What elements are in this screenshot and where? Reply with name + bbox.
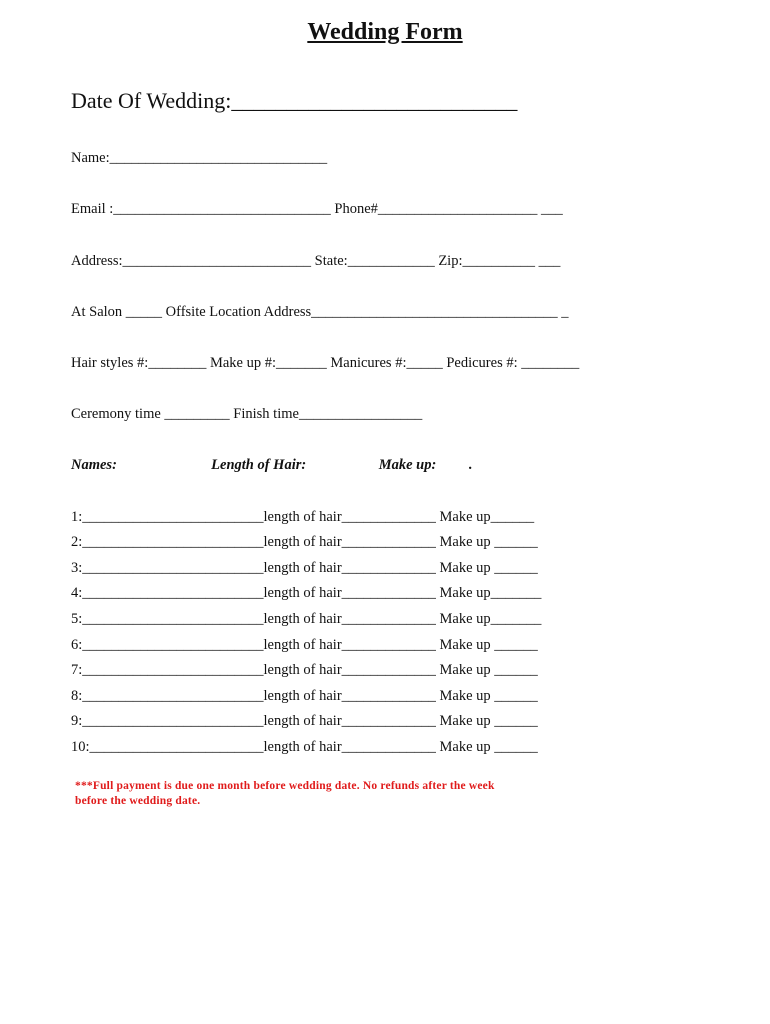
table-row[interactable]: 5:_________________________length of hair_____________ Make up_______ [71, 611, 542, 627]
table-row[interactable]: 3:_________________________length of hair_____________ Make up ______ [71, 560, 538, 576]
name-field[interactable]: Name:______________________________ [71, 150, 328, 166]
table-row[interactable]: 6:_________________________length of hair_____________ Make up ______ [71, 637, 538, 653]
location-field[interactable]: At Salon _____ Offsite Location Address__________________________________ _ [71, 304, 569, 320]
date-of-wedding-field[interactable]: Date Of Wedding:__________________________ [71, 88, 518, 113]
table-row[interactable]: 8:_________________________length of hair_____________ Make up ______ [71, 688, 538, 704]
table-row[interactable]: 4:_________________________length of hair_____________ Make up_______ [71, 585, 542, 601]
times-field[interactable]: Ceremony time _________ Finish time_________________ [71, 406, 423, 422]
payment-note: ***Full payment is due one month before wedding date. No refunds after the week before the wedding date. [75, 780, 495, 807]
form-title: Wedding Form [307, 19, 463, 45]
table-row[interactable]: 7:_________________________length of hair_____________ Make up ______ [71, 662, 538, 678]
table-row[interactable]: 1:_________________________length of hair_____________ Make up______ [71, 509, 535, 525]
table-row[interactable]: 2:_________________________length of hair_____________ Make up ______ [71, 534, 538, 550]
table-row[interactable]: 9:_________________________length of hair_____________ Make up ______ [71, 713, 538, 729]
address-field[interactable]: Address:__________________________ State:____________ Zip:__________ ___ [71, 253, 561, 269]
services-count-field[interactable]: Hair styles #:________ Make up #:_______ Manicures #:_____ Pedicures #: ________ [71, 355, 580, 371]
email-phone-field[interactable]: Email :______________________________ Phone#______________________ ___ [71, 201, 563, 217]
table-header: Names: Length of Hair: Make up: . [71, 457, 473, 473]
table-row[interactable]: 10:________________________length of hair_____________ Make up ______ [71, 739, 538, 755]
